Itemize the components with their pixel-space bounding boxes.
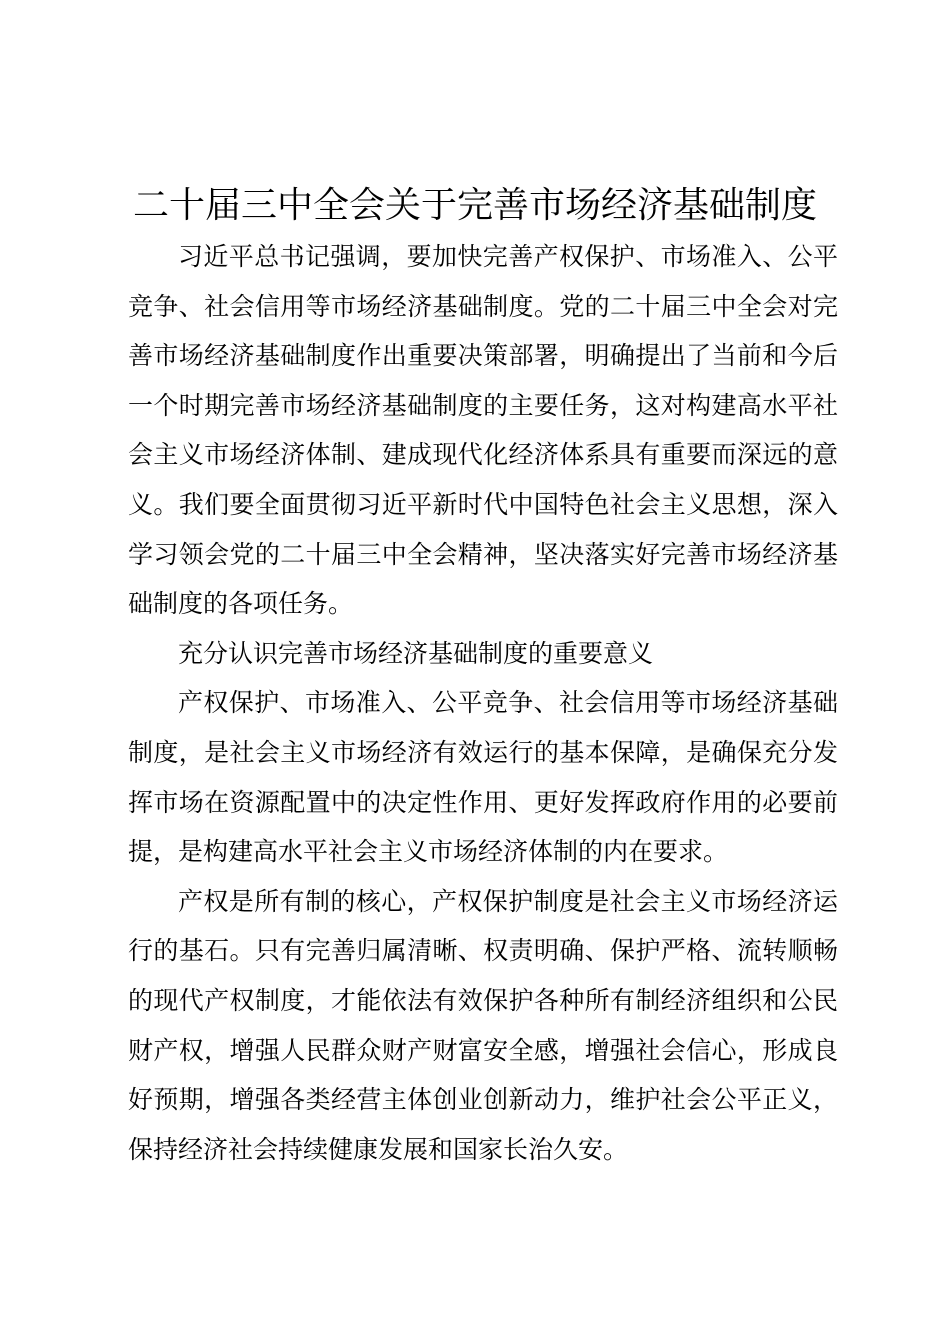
section-heading: 充分认识完善市场经济基础制度的重要意义 xyxy=(178,638,654,668)
document-title: 二十届三中全会关于完善市场经济基础制度 xyxy=(132,185,817,226)
paragraph-property-rights: 产权是所有制的核心，产权保护制度是社会主义市场经济运行的基石。只有完善归属清晰、权责明确、保护严格、流转顺畅的现代产权制度，才能依法有效保护各种所有制经济组织和公民财产权，增强人民群众财产财富安全感，增强社会信心，形成良好预期，增强各类经营主体创业创新动力，维护社会公平正义，保持经济社会持续健康发展和国家长治久安。 xyxy=(128,886,838,1164)
paragraph-basic-systems: 产权保护、市场准入、公平竞争、社会信用等市场经济基础制度，是社会主义市场经济有效运行的基本保障，是确保充分发挥市场在资源配置中的决定性作用、更好发挥政府作用的必要前提，是构建高水平社会主义市场经济体制的内在要求。 xyxy=(128,688,838,867)
document-body xyxy=(128,232,838,1174)
paragraph-intro: 习近平总书记强调，要加快完善产权保护、市场准入、公平竞争、社会信用等市场经济基础制度。党的二十届三中全会对完善市场经济基础制度作出重要决策部署，明确提出了当前和今后一个时期完善市场经济基础制度的主要任务，这对构建高水平社会主义市场经济体制、建成现代化经济体系具有重要而深远的意义。我们要全面贯彻习近平新时代中国特色社会主义思想，深入学习领会党的二十届三中全会精神，坚决落实好完善市场经济基础制度的各项任务。 xyxy=(128,242,838,619)
